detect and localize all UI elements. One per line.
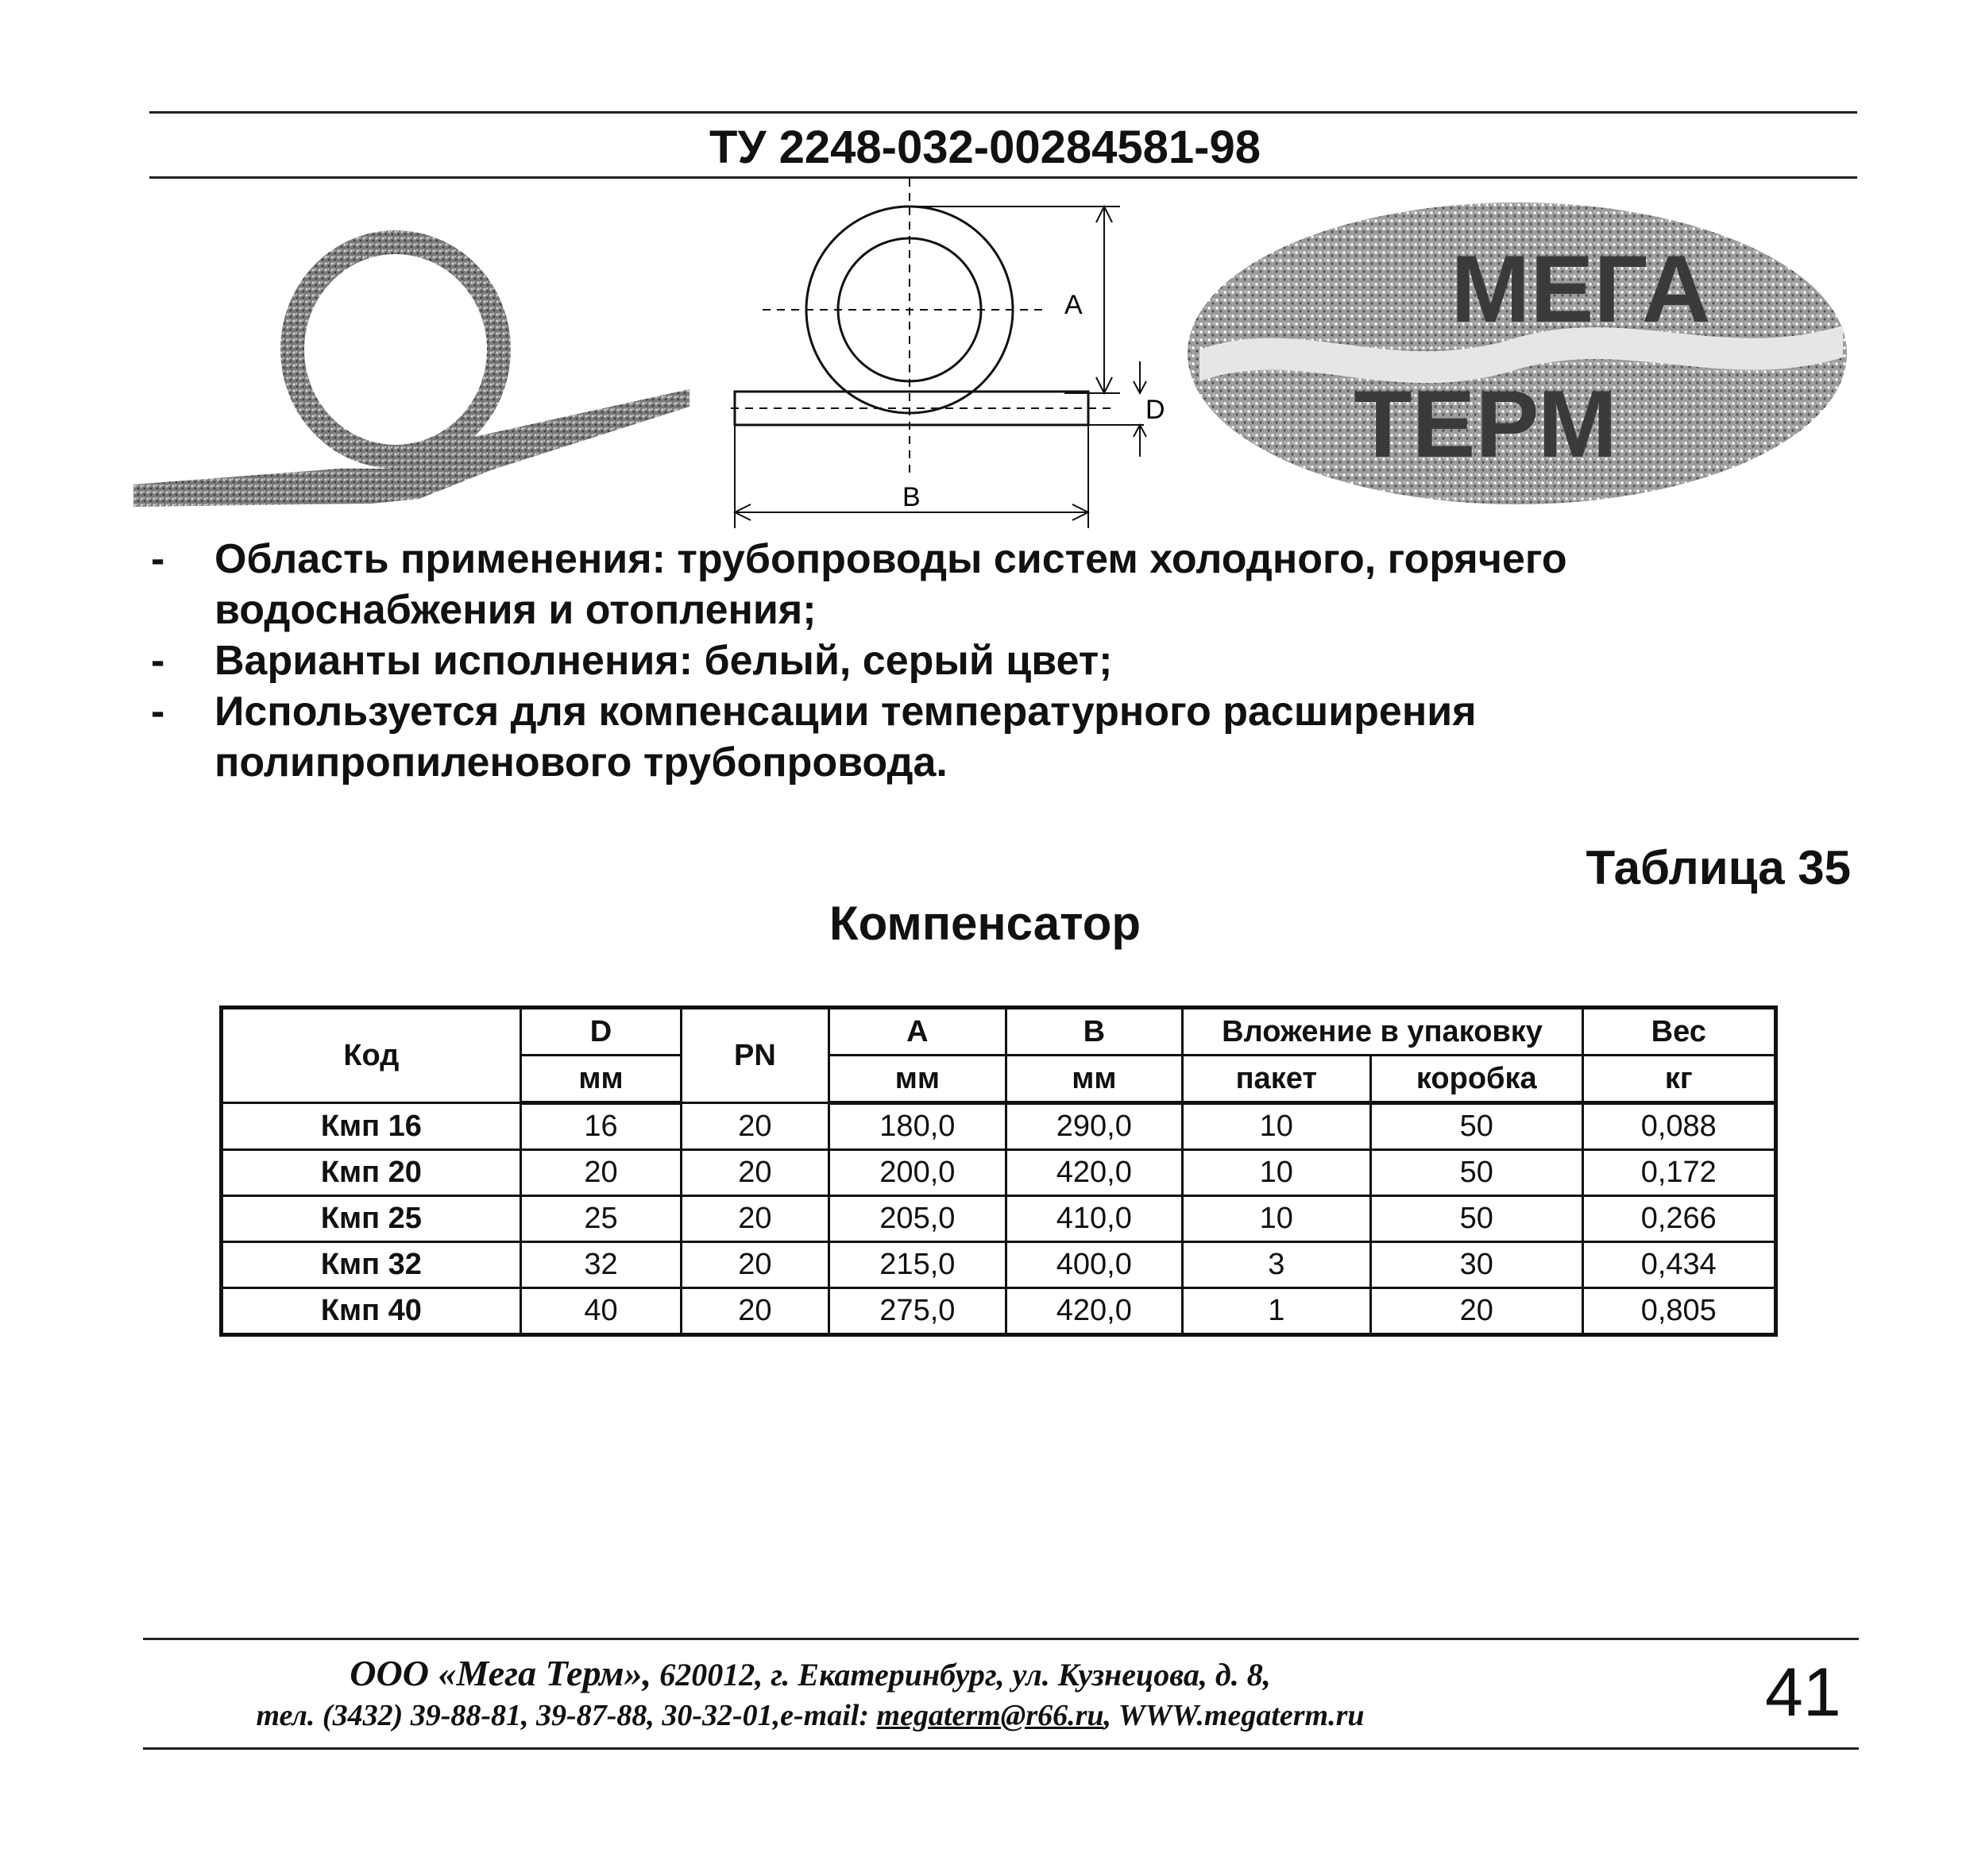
footer-email-link[interactable]: megaterm@r66.ru: [876, 1699, 1104, 1732]
table-row: [222, 1103, 1776, 1150]
header-rule-top: [149, 111, 1857, 114]
compensator-drawing: [731, 179, 1176, 536]
cell-bag: 10: [1182, 1196, 1370, 1242]
cell-bag: 1: [1182, 1288, 1370, 1335]
bullet-dash: -: [151, 536, 165, 582]
footer-rule-top: [143, 1638, 1859, 1640]
cell-pn: 20: [682, 1242, 829, 1288]
document-code: ТУ 2248-032-00284581-98: [709, 122, 1261, 173]
cell-bag: 10: [1182, 1150, 1370, 1196]
footer-address: 620012, г. Екатеринбург, ул. Кузнецова, д. 8,: [659, 1657, 1271, 1693]
page-number: 41: [1765, 1654, 1841, 1731]
cell-pn: 20: [682, 1150, 829, 1196]
cell-d: 32: [520, 1242, 681, 1288]
cell-box: 20: [1371, 1288, 1583, 1335]
footer-website[interactable]: , WWW.megaterm.ru: [1103, 1699, 1365, 1732]
header-pn: PN: [682, 1008, 829, 1103]
dimension-label-b: B: [902, 482, 921, 512]
cell-code: Кмп 40: [222, 1288, 521, 1335]
logo-text-bottom: ТЕРМ: [1354, 371, 1617, 477]
bullet-dash: -: [151, 638, 165, 684]
list-item: [143, 534, 1851, 635]
cell-box: 50: [1371, 1103, 1583, 1150]
cell-a: 205,0: [829, 1196, 1006, 1242]
footer-rule-bottom: [143, 1747, 1859, 1750]
feature-list: [143, 534, 1851, 788]
header-code: Код: [222, 1008, 521, 1103]
cell-bag: 3: [1182, 1242, 1370, 1288]
cell-pn: 20: [682, 1196, 829, 1242]
compensator-photo: [133, 230, 690, 516]
cell-pn: 20: [682, 1103, 829, 1150]
header-d: D: [520, 1008, 681, 1056]
table-row: [222, 1288, 1776, 1335]
cell-b: 420,0: [1006, 1150, 1182, 1196]
cell-weight: 0,805: [1582, 1288, 1775, 1335]
table-number: Таблица 35: [1586, 841, 1851, 894]
specification-table: [219, 1006, 1778, 1337]
cell-pn: 20: [682, 1288, 829, 1335]
cell-a: 180,0: [829, 1103, 1006, 1150]
cell-d: 20: [520, 1150, 681, 1196]
list-item: [143, 686, 1851, 788]
table-row: [222, 1150, 1776, 1196]
cell-b: 420,0: [1006, 1288, 1182, 1335]
cell-code: Кмп 16: [222, 1103, 521, 1150]
cell-weight: 0,266: [1582, 1196, 1775, 1242]
bullet-text: Варианты исполнения: белый, серый цвет;: [214, 638, 1113, 684]
cell-box: 50: [1371, 1150, 1583, 1196]
megaterm-logo: [1184, 195, 1851, 512]
table-title: Компенсатор: [829, 897, 1141, 950]
cell-box: 30: [1371, 1242, 1583, 1288]
cell-code: Кмп 20: [222, 1150, 521, 1196]
header-a-unit: мм: [829, 1056, 1006, 1103]
cell-b: 410,0: [1006, 1196, 1182, 1242]
cell-weight: 0,172: [1582, 1150, 1775, 1196]
logo-text-top: МЕГА: [1450, 236, 1711, 342]
dimension-label-d: D: [1145, 395, 1165, 425]
header-d-unit: мм: [520, 1056, 681, 1103]
cell-d: 40: [520, 1288, 681, 1335]
footer-phones: тел. (3432) 39-88-81, 39-87-88, 30-32-01,e-mail:: [256, 1699, 870, 1732]
list-item: [143, 635, 1851, 686]
cell-a: 200,0: [829, 1150, 1006, 1196]
cell-a: 215,0: [829, 1242, 1006, 1288]
footer-contact-line: [0, 1698, 1620, 1733]
cell-box: 50: [1371, 1196, 1583, 1242]
header-box: коробка: [1371, 1056, 1583, 1103]
cell-a: 275,0: [829, 1288, 1006, 1335]
header-packaging: Вложение в упаковку: [1182, 1008, 1582, 1056]
cell-code: Кмп 25: [222, 1196, 521, 1242]
table-row: [222, 1196, 1776, 1242]
cell-d: 25: [520, 1196, 681, 1242]
cell-weight: 0,434: [1582, 1242, 1775, 1288]
cell-bag: 10: [1182, 1103, 1370, 1150]
dimension-label-a: A: [1064, 290, 1083, 320]
header-bag: пакет: [1182, 1056, 1370, 1103]
cell-b: 400,0: [1006, 1242, 1182, 1288]
footer-address-line: [0, 1652, 1620, 1694]
bullet-text: Область применения: трубопроводы систем холодного, горячего водоснабжения и отопления;: [214, 536, 1567, 633]
bullet-dash: -: [151, 689, 165, 735]
header-b-unit: мм: [1006, 1056, 1182, 1103]
cell-d: 16: [520, 1103, 681, 1150]
header-weight-unit: кг: [1582, 1056, 1775, 1103]
cell-weight: 0,088: [1582, 1103, 1775, 1150]
header-weight: Вес: [1582, 1008, 1775, 1056]
header-a: A: [829, 1008, 1006, 1056]
table-row: [222, 1242, 1776, 1288]
cell-b: 290,0: [1006, 1103, 1182, 1150]
bullet-text: Используется для компенсации температурного расширения полипропиленового трубопровода.: [214, 689, 1477, 786]
cell-code: Кмп 32: [222, 1242, 521, 1288]
footer-company: ООО «Мега Терм»,: [350, 1653, 652, 1693]
header-b: B: [1006, 1008, 1182, 1056]
